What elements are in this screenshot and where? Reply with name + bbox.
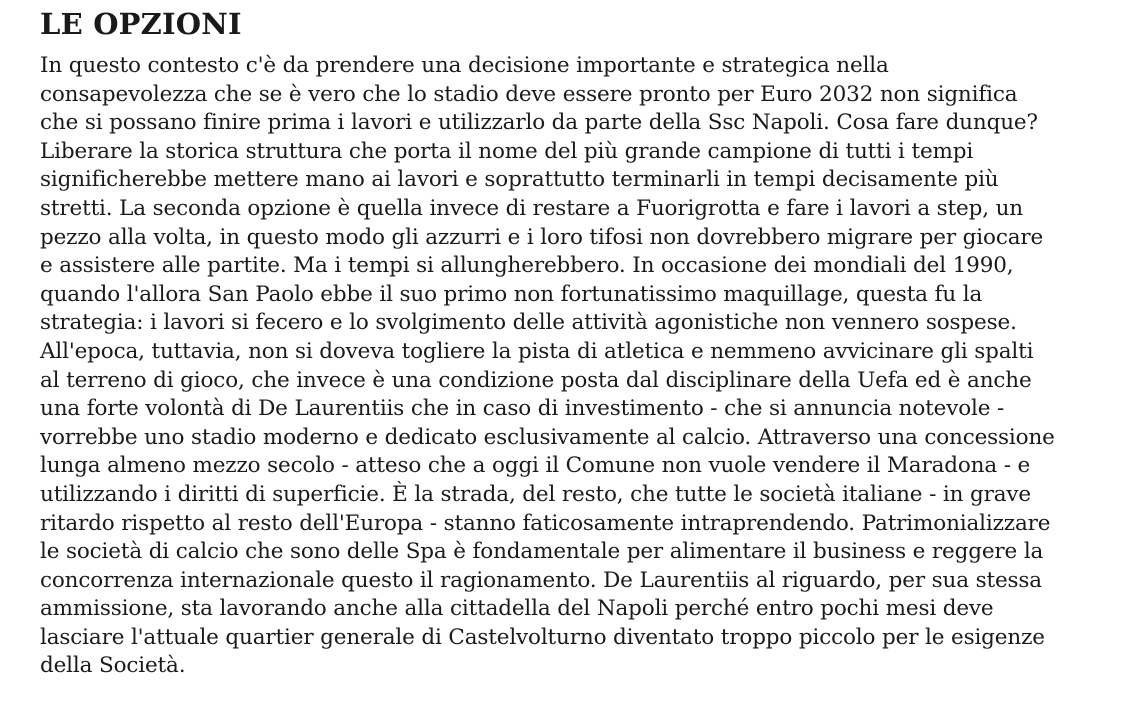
section-heading: LE OPZIONI	[40, 7, 242, 41]
article	[40, 6, 1055, 681]
article-paragraph: In questo contesto c'è da prendere una decisione importante e strategica nella consapevolezza che se è vero che lo stadio deve essere pronto per Euro 2032 non significa che si possano finire prima i lavori e utilizzarlo da parte della Ssc Napoli. Cosa fare dunque? Liberare la storica struttura che porta il nome del più grande campione di tutti i tempi significherebbe mettere mano ai lavori e soprattutto terminarli in tempi decisamente più stretti. La seconda opzione è quella invece di restare a Fuorigrotta e fare i lavori a step, un pezzo alla volta, in questo modo gli azzurri e i loro tifosi non dovrebbero migrare per giocare e assistere alle partite. Ma i tempi si allungherebbero. In occasione dei mondiali del 1990, quando l'allora San Paolo ebbe il suo primo non fortunatissimo maquillage, questa fu la strategia: i lavori si fecero e lo svolgimento delle attività agonistiche non vennero sospese. All'epoca, tuttavia, non si doveva togliere la pista di atletica e nemmeno avvicinare gli spalti al terreno di gioco, che invece è una condizione posta dal disciplinare della Uefa ed è anche una forte volontà di De Laurentiis che in caso di investimento - che si annuncia notevole - vorrebbe uno stadio moderno e dedicato esclusivamente al calcio. Attraverso una concessione lunga almeno mezzo secolo - atteso che a oggi il Comune non vuole vendere il Maradona - e utilizzando i diritti di superficie. È la strada, del resto, che tutte le società italiane - in grave ritardo rispetto al resto dell'Europa - stanno faticosamente intraprendendo. Patrimonializzare le società di calcio che sono delle Spa è fondamentale per alimentare il business e reggere la concorrenza internazionale questo il ragionamento. De Laurentiis al riguardo, per sua stessa ammissione, sta lavorando anche alla cittadella del Napoli perché entro pochi mesi deve lasciare l'attuale quartier generale di Castelvolturno diventato troppo piccolo per le esigenze della Società.	[40, 53, 1055, 679]
